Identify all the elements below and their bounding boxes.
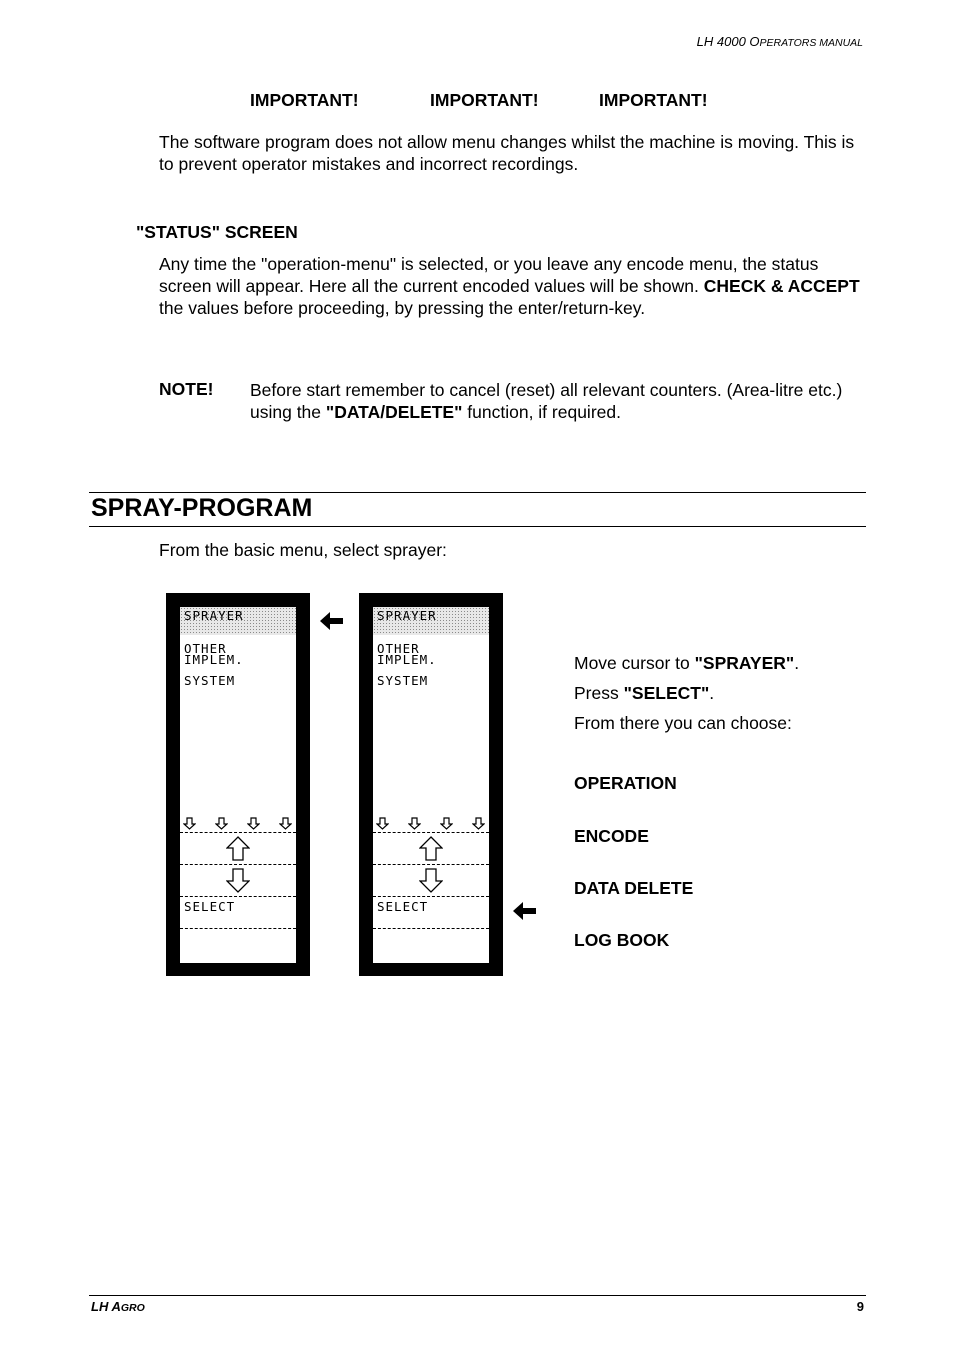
running-header — [697, 34, 863, 49]
status-paragraph — [159, 253, 869, 319]
footer-company-main: LH A — [91, 1299, 121, 1314]
screen-display — [373, 607, 489, 963]
pointer-arrow-icon — [512, 900, 538, 922]
instruction-move-cursor — [574, 653, 799, 674]
down-arrow-icon[interactable] — [279, 817, 292, 831]
instruction-choose: From there you can choose: — [574, 713, 792, 733]
section-title: SPRAY-PROGRAM — [91, 494, 313, 522]
intro-text: From the basic menu, select sprayer: — [159, 540, 447, 560]
down-arrow-icon[interactable] — [408, 817, 421, 831]
menu-item-other[interactable]: OTHER — [377, 641, 420, 656]
page-number: 9 — [856, 1299, 864, 1314]
down-arrow-icon[interactable] — [247, 817, 260, 831]
instruction-text: Move cursor to — [574, 653, 690, 673]
down-arrow-icon[interactable] — [226, 868, 250, 894]
instruction-press-select — [574, 683, 714, 704]
important-label-2: IMPORTANT! — [430, 90, 539, 110]
status-bold-check-accept: CHECK & ACCEPT — [703, 276, 860, 296]
key-divider — [373, 864, 489, 865]
screen-display — [180, 607, 296, 963]
status-text-1: Any time the "operation-menu" is selected, or you leave any encode menu, the status screen will appear. Here all the current encoded values will be shown. — [159, 254, 819, 296]
key-divider — [180, 832, 296, 833]
menu-item-implem[interactable]: IMPLEM. — [184, 652, 244, 667]
option-encode: ENCODE — [574, 826, 649, 846]
down-arrow-icon[interactable] — [440, 817, 453, 831]
up-arrow-icon[interactable] — [226, 836, 250, 862]
note-text — [250, 379, 870, 423]
menu-item-system[interactable]: SYSTEM — [184, 673, 236, 688]
warning-paragraph: The software program does not allow menu changes whilst the machine is moving. This is to prevent operator mistakes and incorrect recordings. — [159, 132, 855, 174]
terminal-screen-2 — [359, 593, 503, 976]
footer-company — [91, 1299, 145, 1314]
instruction-text: Press — [574, 683, 619, 703]
key-divider — [180, 864, 296, 865]
instruction-punct: . — [794, 653, 800, 673]
down-arrow-icon[interactable] — [215, 817, 228, 831]
footer-rule — [89, 1295, 866, 1296]
menu-item-sprayer[interactable]: SPRAYER — [377, 608, 437, 623]
select-key[interactable]: SELECT — [184, 899, 236, 914]
option-data-delete: DATA DELETE — [574, 878, 694, 898]
option-log-book: LOG BOOK — [574, 930, 670, 950]
menu-item-other[interactable]: OTHER — [184, 641, 227, 656]
key-divider — [373, 832, 489, 833]
header-title-smallcaps: PERATORS MANUAL — [759, 37, 863, 49]
note-bold-data-delete: "DATA/DELETE" — [325, 402, 463, 422]
status-heading: "STATUS" SCREEN — [136, 222, 298, 242]
important-label-1: IMPORTANT! — [250, 90, 359, 110]
menu-item-system[interactable]: SYSTEM — [377, 673, 429, 688]
select-key[interactable]: SELECT — [377, 899, 429, 914]
instruction-punct: . — [709, 683, 715, 703]
note-label: NOTE! — [159, 379, 214, 399]
terminal-screen-1 — [166, 593, 310, 976]
down-arrow-icon[interactable] — [183, 817, 196, 831]
down-arrow-icon[interactable] — [419, 868, 443, 894]
up-arrow-icon[interactable] — [419, 836, 443, 862]
instruction-bold-sprayer: "SPRAYER" — [694, 653, 795, 673]
note-text-2: function, if required. — [467, 402, 621, 422]
instruction-bold-select: "SELECT" — [623, 683, 710, 703]
key-divider — [373, 928, 489, 929]
status-text-2: the values before proceeding, by pressing the enter/return-key. — [159, 298, 646, 318]
header-title: LH 4000 O — [696, 34, 760, 49]
key-divider — [373, 896, 489, 897]
down-arrow-icon[interactable] — [376, 817, 389, 831]
pointer-arrow-icon — [319, 610, 345, 632]
key-divider — [180, 928, 296, 929]
menu-item-implem[interactable]: IMPLEM. — [377, 652, 437, 667]
section-rule-top — [89, 492, 866, 493]
note-text-1: Before start remember to cancel (reset) all relevant counters. (Area-litre etc.) using the — [250, 380, 843, 422]
menu-item-sprayer[interactable]: SPRAYER — [184, 608, 244, 623]
footer-company-smallcaps: GRO — [120, 1302, 145, 1314]
key-divider — [180, 896, 296, 897]
down-arrow-icon[interactable] — [472, 817, 485, 831]
important-label-3: IMPORTANT! — [599, 90, 708, 110]
option-operation: OPERATION — [574, 773, 677, 793]
section-rule-bottom — [89, 526, 866, 527]
